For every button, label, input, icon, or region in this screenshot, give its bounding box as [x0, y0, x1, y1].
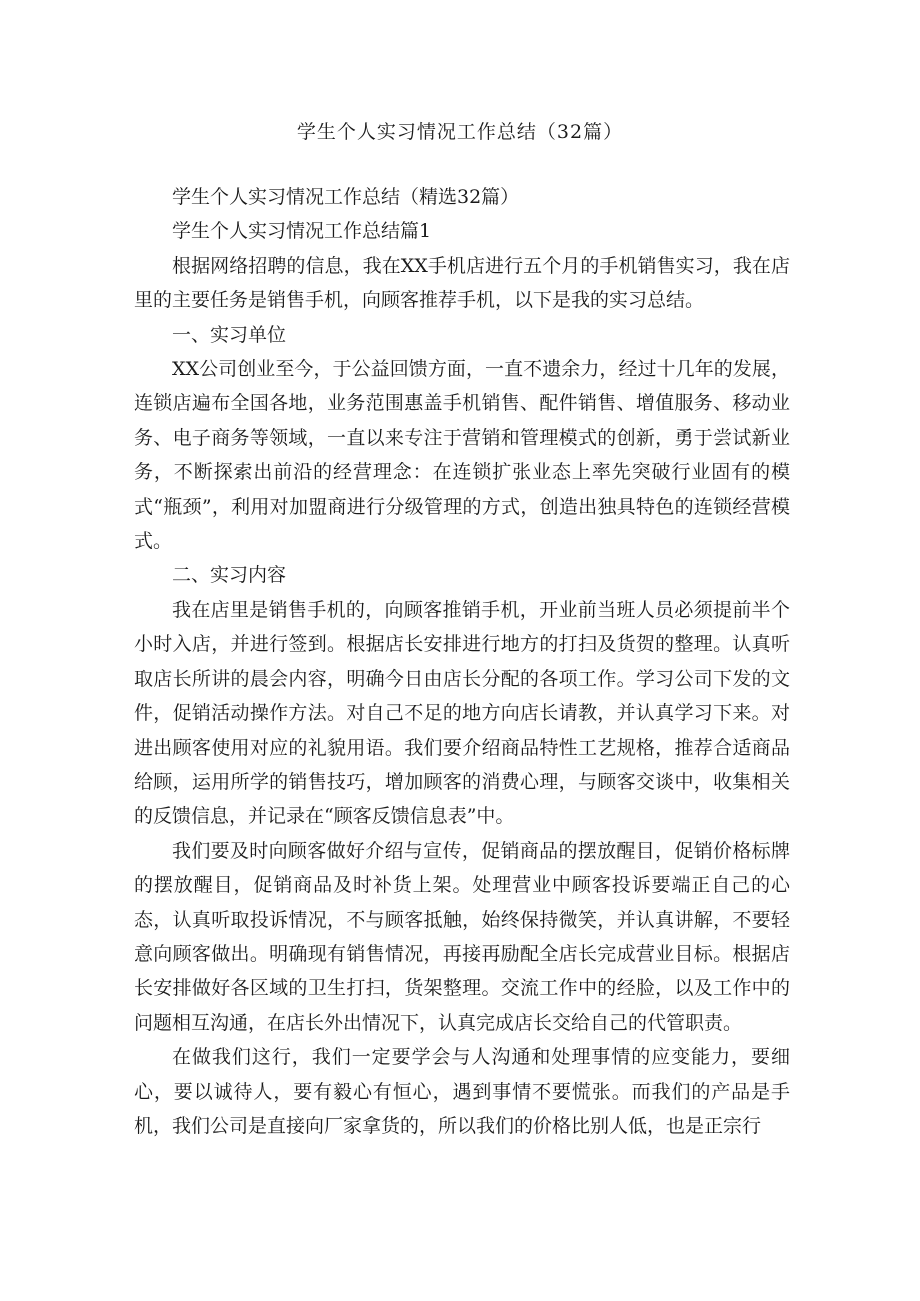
document-title: 学生个人实习情况工作总结（32篇）	[296, 121, 624, 143]
intro-paragraph: 根据网络招聘的信息，我在XX手机店进行五个月的手机销售实习，我在店里的主要任务是销售手机，向顾客推荐手机，以下是我的实习总结。	[134, 254, 790, 312]
chapter-heading: 学生个人实习情况工作总结篇1	[172, 220, 432, 243]
section-heading-internship-content: 二、实习内容	[172, 564, 287, 587]
content-paragraph-1: 我在店里是销售手机的，向顾客推销手机，开业前当班人员必须提前半个小时入店，并进行签到。根据店长安排进行地方的打扫及货贺的整理。认真听取店长所讲的晨会内容，明确今日由店长分配的各项工作。学习公司下发的文件，促销活动操作方法。对自己不足的地方向店长请教，并认真学习下来。对进出顾客使用对应的礼貌用语。我们要介绍商品特性工艺规格，推荐合适商品给顾，运用所学的销售技巧，增加顾客的消费心理，与顾客交谈中，收集相关的反馈信息，并记录在“顾客反馈信息表”中。	[134, 598, 790, 828]
subtitle-paragraph: 学生个人实习情况工作总结（精选32篇）	[172, 186, 520, 208]
company-paragraph: XX公司创业至今，于公益回馈方面，一直不遗余力，经过十几年的发展，连锁店遍布全国各地，业务范围惠盖手机销售、配件销售、增值服务、移动业务、电子商务等领域，一直以来专注于营销和管理模式的创新，勇于尝试新业务，不断探索出前沿的经营理念：在连锁扩张业态上率先突破行业固有的模式“瓶颈”，利用对加盟商进行分级管理的方式，创造出独具特色的连锁经营模式。	[134, 358, 790, 553]
document-body	[134, 180, 790, 1143]
content-paragraph-2: 我们要及时向顾客做好介绍与宣传，促销商品的摆放醒目，促销价格标牌的摆放醒目，促销商品及时补货上架。处理营业中顾客投诉要端正自己的心态，认真听取投诉情况，不与顾客抵触，始终保持微笑，并认真讲解，不要轻意向顾客做出。明确现有销售情况，再接再励配全店长完成营业目标。根据店长安排做好各区域的卫生打扫，货架整理。交流工作中的经脸，以及工作中的问题相互沟通，在店长外出情况下，认真完成店长交给自己的代管职责。	[134, 839, 790, 1034]
section-heading-internship-unit: 一、实习单位	[172, 323, 287, 346]
content-paragraph-3: 在做我们这行，我们一定要学会与人沟通和处理事情的应变能力，要细心，要以诚待人，要有毅心有恒心，遇到事情不要慌张。而我们的产品是手机，我们公司是直接向厂家拿货的，所以我们的价格比别人低，也是正宗行	[134, 1046, 790, 1137]
